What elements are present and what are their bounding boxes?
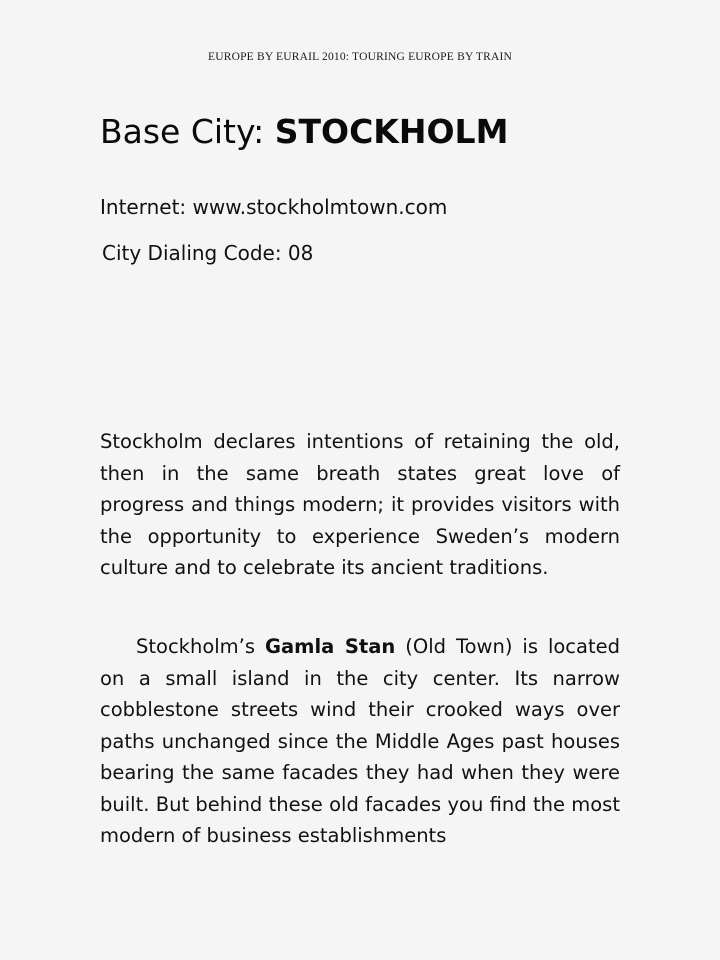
paragraph-2-start: Stockholm’s (136, 635, 265, 658)
dialing-code-line: City Dialing Code: 08 (102, 241, 314, 265)
internet-line: Internet: www.stockholmtown.com (100, 195, 448, 219)
running-header: EUROPE BY EURAIL 2010: TOURING EUROPE BY TRAIN (207, 51, 513, 63)
gamla-stan-term: Gamla Stan (265, 635, 396, 658)
title-prefix: Base City: (100, 112, 265, 151)
title-city: STOCKHOLM (274, 112, 509, 151)
paragraph-2-rest: (Old Town) is located on a small island in the city center. Its narrow cobblestone streets wind their crooked ways over paths unchanged since the Middle Ages past houses bearing the same facades they had when they were built. But behind these old facades you find the most modern of business establishments (100, 635, 620, 847)
body-paragraph-2 (100, 631, 620, 852)
page-title (100, 112, 508, 151)
body-paragraph-1: Stockholm declares intentions of retaining the old, then in the same breath states great love of progress and things modern; it provides visitors with the opportunity to experience Sweden’s modern culture and to celebrate its ancient traditions. (100, 430, 620, 579)
